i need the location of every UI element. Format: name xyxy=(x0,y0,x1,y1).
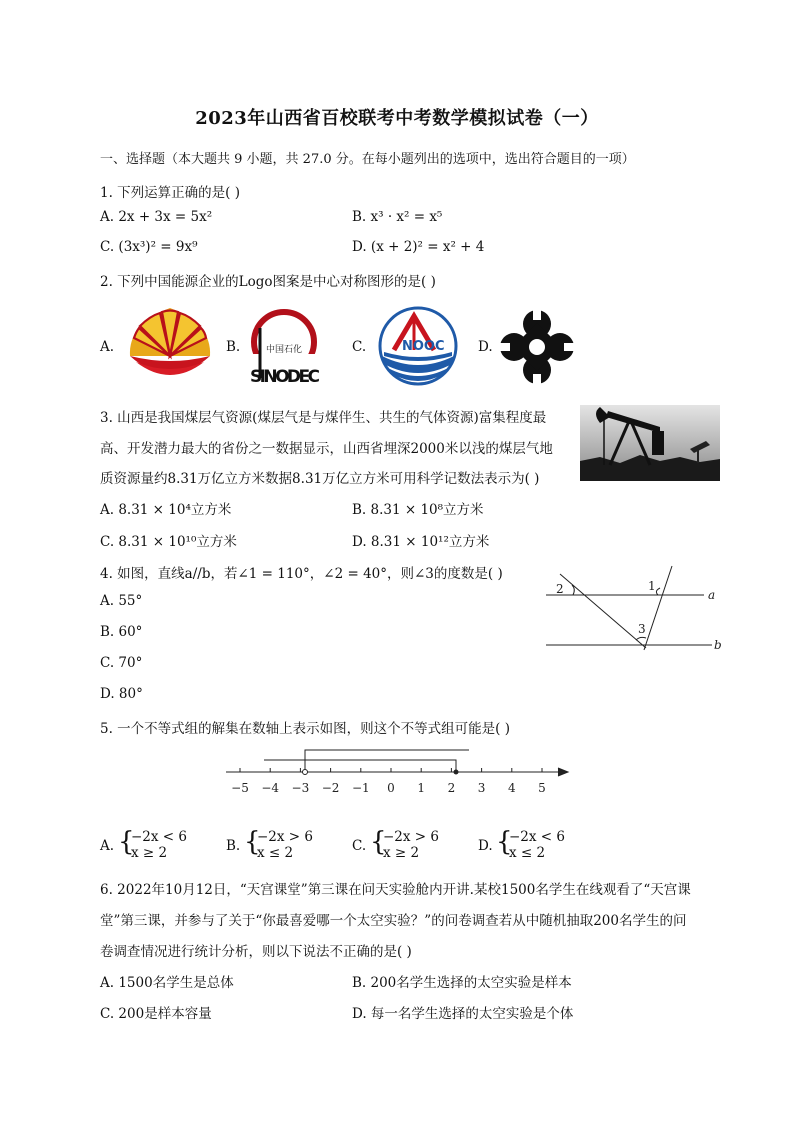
brace-c: { xyxy=(370,827,387,857)
q5-option-b-top: −2x > 6 xyxy=(257,829,313,845)
q6-option-a: A. 1500名学生是总体 xyxy=(100,975,234,991)
q5-option-d-top: −2x < 6 xyxy=(509,829,565,845)
q1-option-c: C. (3x³)² = 9x⁹ xyxy=(100,239,198,255)
q2-option-c-label: C. xyxy=(352,339,367,355)
solution-bracket-right xyxy=(305,750,469,772)
q3-line1: 3. 山西是我国煤层气资源(煤层气是与煤伴生、共生的气体资源)富集程度最 xyxy=(100,410,547,426)
logo-a-image xyxy=(126,304,214,388)
q5-option-a-bottom: x ≥ 2 xyxy=(131,845,168,861)
page-title: 2023年山西省百校联考中考数学模拟试卷（一） xyxy=(195,108,599,129)
logo-b-text: SINODEC xyxy=(250,367,320,386)
tick-label: 1 xyxy=(417,781,426,795)
line-a-label: a xyxy=(708,588,716,602)
q5-option-a-label: A. xyxy=(100,838,115,854)
tick-label: 2 xyxy=(447,781,456,795)
q5-option-c-label: C. xyxy=(352,838,367,854)
section-heading: 一、选择题（本大题共 9 小题，共 27.0 分。在每小题列出的选项中，选出符合题目的一项） xyxy=(100,152,635,167)
q5-stem: 5. 一个不等式组的解集在数轴上表示如图，则这个不等式组可能是( ) xyxy=(100,721,510,737)
brace-a: { xyxy=(118,827,135,857)
q5-option-b-bottom: x ≤ 2 xyxy=(257,845,294,861)
q5-option-c-bottom: x ≥ 2 xyxy=(383,845,420,861)
tick-label: 5 xyxy=(538,781,546,795)
logo-c-image xyxy=(374,304,464,388)
q5-option-c-top: −2x > 6 xyxy=(383,829,439,845)
tick-label: −4 xyxy=(261,781,280,795)
q5-number-line xyxy=(218,738,578,802)
tick-label: −3 xyxy=(291,781,310,795)
q1-stem: 1. 下列运算正确的是( ) xyxy=(100,185,240,201)
q5-option-a-top: −2x < 6 xyxy=(131,829,187,845)
logo-c-text: NOOC xyxy=(402,339,445,354)
tick-label: −2 xyxy=(321,781,340,795)
tick-label: 3 xyxy=(477,781,486,795)
q6-option-b: B. 200名学生选择的太空实验是样本 xyxy=(352,975,572,991)
tick-label: −5 xyxy=(231,781,249,795)
q1-option-d: D. (x + 2)² = x² + 4 xyxy=(352,239,485,255)
tick-label: 4 xyxy=(507,781,516,795)
q2-stem: 2. 下列中国能源企业的Logo图案是中心对称图形的是( ) xyxy=(100,274,436,290)
angle-2-label: 2 xyxy=(556,582,564,596)
q3-option-a: A. 8.31 × 10⁴立方米 xyxy=(100,502,232,518)
solution-bracket-left xyxy=(264,760,456,772)
q1-option-a: A. 2x + 3x = 5x² xyxy=(100,209,213,225)
q4-parallel-lines-figure xyxy=(540,560,730,660)
q5-option-d-bottom: x ≤ 2 xyxy=(509,845,546,861)
line-b-label: b xyxy=(714,638,722,652)
q5-option-d-label: D. xyxy=(478,838,493,854)
q2-option-a-label: A. xyxy=(100,339,115,355)
logo-d-image xyxy=(500,310,574,384)
closed-point-2 xyxy=(454,770,459,775)
q4-option-d: D. 80° xyxy=(100,686,143,702)
q5-option-b-label: B. xyxy=(226,838,241,854)
q6-option-d: D. 每一名学生选择的太空实验是个体 xyxy=(352,1006,574,1022)
q4-option-c: C. 70° xyxy=(100,655,143,671)
oil-pump-photo xyxy=(580,405,720,481)
q3-option-d: D. 8.31 × 10¹²立方米 xyxy=(352,534,490,550)
q6-line1: 6. 2022年10月12日，“天宫课堂”第三课在问天实验舱内开讲.某校1500名学生在线观看了“天宫课 xyxy=(100,882,691,898)
q3-line3: 质资源量约8.31万亿立方米数据8.31万亿立方米可用科学记数法表示为( ) xyxy=(100,471,540,487)
q2-option-d-label: D. xyxy=(478,339,493,355)
q4-stem: 4. 如图，直线a//b，若∠1 = 110°，∠2 = 40°，则∠3的度数是( ) xyxy=(100,566,503,582)
q4-option-a: A. 55° xyxy=(100,593,143,609)
q6-option-c: C. 200是样本容量 xyxy=(100,1006,212,1022)
q3-option-c: C. 8.31 × 10¹⁰立方米 xyxy=(100,534,237,550)
open-point-neg3 xyxy=(303,770,308,775)
brace-b: { xyxy=(244,827,261,857)
brace-d: { xyxy=(496,827,513,857)
angle-1-label: 1 xyxy=(648,579,656,593)
logo-b-cn: 中国石化 xyxy=(266,345,303,355)
angle-3-label: 3 xyxy=(638,622,646,636)
q6-line2: 堂”第三课，并参与了关于“你最喜爱哪一个太空实验？”的问卷调查若从中随机抽取200名学生的问 xyxy=(100,913,687,929)
q4-option-b: B. 60° xyxy=(100,624,143,640)
transversal-1 xyxy=(560,574,646,648)
q3-option-b: B. 8.31 × 10⁸立方米 xyxy=(352,502,484,518)
tick-label: 0 xyxy=(387,781,395,795)
tick-label: −1 xyxy=(351,781,370,795)
q6-line3: 卷调查情况进行统计分析，则以下说法不正确的是( ) xyxy=(100,944,412,960)
q2-option-b-label: B. xyxy=(226,339,241,355)
q3-line2: 高、开发潜力最大的省份之一数据显示，山西省埋深2000米以浅的煤层气地 xyxy=(100,441,553,457)
logo-b-image xyxy=(246,306,324,386)
q1-option-b: B. x³ · x² = x⁵ xyxy=(352,209,443,225)
